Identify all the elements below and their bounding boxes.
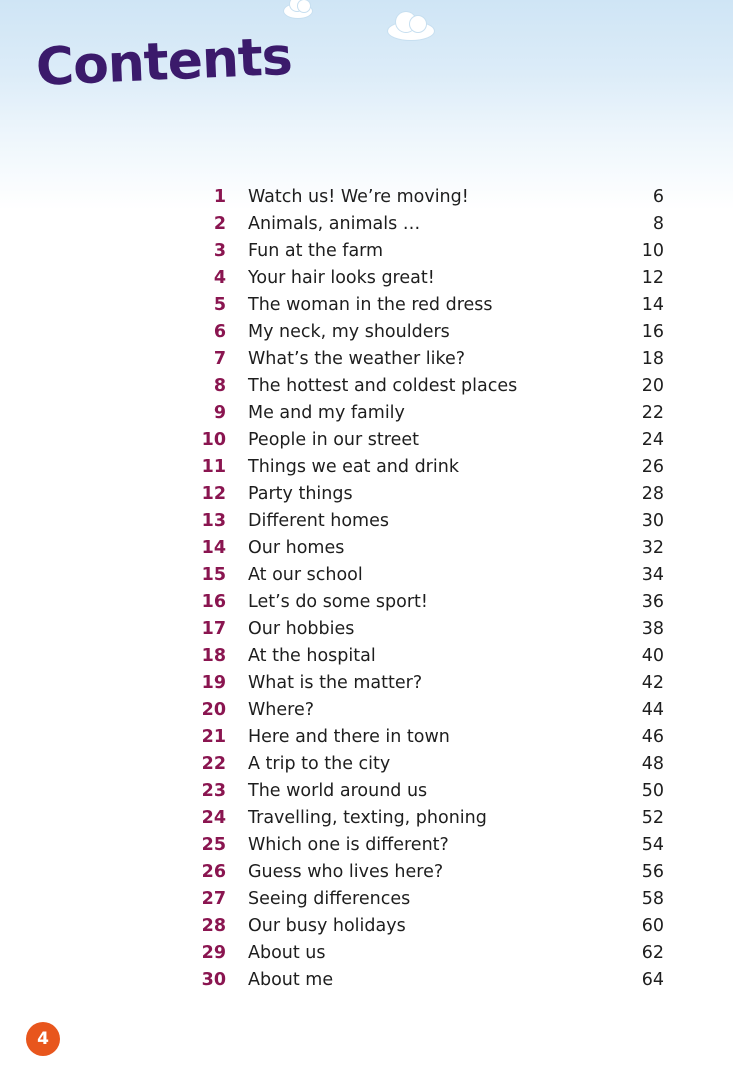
unit-number: 5 [213,295,226,315]
unit-number: 26 [201,862,226,882]
page-number: 26 [641,457,664,477]
unit-number: 15 [201,565,226,585]
unit-title: The woman in the red dress [248,295,493,315]
toc-row[interactable] [200,562,664,589]
unit-title: The hottest and coldest places [248,376,518,396]
unit-number: 28 [201,916,226,936]
page-number: 8 [652,214,664,234]
unit-number: 6 [213,322,226,342]
unit-title: What’s the weather like? [248,349,466,369]
unit-number: 13 [201,511,226,531]
unit-title: Your hair looks great! [248,268,435,288]
page-number: 38 [641,619,664,639]
page-number: 48 [641,754,664,774]
unit-title: Animals, animals … [248,214,421,234]
page-number: 52 [641,808,664,828]
page-number: 36 [641,592,664,612]
unit-title: Party things [248,484,353,504]
unit-number: 1 [213,187,226,207]
page-number: 64 [641,970,664,990]
page-number: 46 [641,727,664,747]
page-number: 18 [641,349,664,369]
toc-row[interactable] [200,832,664,859]
unit-number: 18 [201,646,226,666]
toc-row[interactable] [200,373,664,400]
page-title: Contents [34,26,293,98]
toc-row[interactable] [200,238,664,265]
unit-title: Me and my family [248,403,405,423]
unit-title: The world around us [248,781,428,801]
page-number: 20 [641,376,664,396]
page-number: 32 [641,538,664,558]
toc-row[interactable] [200,643,664,670]
sky-background [0,0,733,210]
toc-row[interactable] [200,508,664,535]
page-number: 24 [641,430,664,450]
cloud-icon [284,4,312,18]
toc-row[interactable] [200,724,664,751]
unit-title: Let’s do some sport! [248,592,428,612]
unit-number: 11 [201,457,226,477]
toc-row[interactable] [200,805,664,832]
page-number: 10 [641,241,664,261]
page-number: 62 [641,943,664,963]
toc-row[interactable] [200,211,664,238]
toc-row[interactable] [200,481,664,508]
page-number: 50 [641,781,664,801]
page-number: 16 [641,322,664,342]
unit-title: My neck, my shoulders [248,322,450,342]
unit-number: 10 [201,430,226,450]
unit-number: 14 [201,538,226,558]
page-number: 30 [641,511,664,531]
unit-number: 12 [201,484,226,504]
toc-row[interactable] [200,697,664,724]
unit-number: 2 [213,214,226,234]
toc-row[interactable] [200,184,664,211]
page-number: 28 [641,484,664,504]
unit-title: At the hospital [248,646,376,666]
table-of-contents [200,184,664,994]
unit-title: Seeing differences [248,889,411,909]
unit-title: About us [248,943,326,963]
unit-number: 20 [201,700,226,720]
unit-title: What is the matter? [248,673,423,693]
unit-title: Things we eat and drink [248,457,459,477]
toc-row[interactable] [200,670,664,697]
unit-number: 19 [201,673,226,693]
unit-title: Our busy holidays [248,916,406,936]
page-number: 54 [641,835,664,855]
unit-title: Where? [248,700,315,720]
unit-number: 22 [201,754,226,774]
page-number: 58 [641,889,664,909]
toc-row[interactable] [200,400,664,427]
toc-row[interactable] [200,859,664,886]
toc-row[interactable] [200,616,664,643]
unit-title: At our school [248,565,363,585]
toc-row[interactable] [200,967,664,994]
toc-row[interactable] [200,346,664,373]
toc-row[interactable] [200,454,664,481]
unit-title: Which one is different? [248,835,449,855]
page-number: 22 [641,403,664,423]
unit-title: Guess who lives here? [248,862,444,882]
page-number: 42 [641,673,664,693]
cloud-icon [388,22,434,40]
unit-number: 30 [201,970,226,990]
unit-title: Different homes [248,511,389,531]
toc-row[interactable] [200,940,664,967]
toc-row[interactable] [200,535,664,562]
unit-title: Our homes [248,538,345,558]
toc-row[interactable] [200,751,664,778]
unit-title: Here and there in town [248,727,450,747]
unit-number: 21 [201,727,226,747]
page-number: 40 [641,646,664,666]
unit-number: 8 [213,376,226,396]
page-number-badge: 4 [26,1022,60,1056]
unit-number: 3 [213,241,226,261]
unit-number: 27 [201,889,226,909]
unit-title: Our hobbies [248,619,355,639]
page-number: 44 [641,700,664,720]
unit-title: Fun at the farm [248,241,384,261]
toc-row[interactable] [200,913,664,940]
page-number: 60 [641,916,664,936]
page-number: 14 [641,295,664,315]
page-number: 6 [652,187,664,207]
page-number: 12 [641,268,664,288]
page-number: 34 [641,565,664,585]
toc-row[interactable] [200,265,664,292]
toc-row[interactable] [200,319,664,346]
unit-number: 25 [201,835,226,855]
unit-number: 16 [201,592,226,612]
toc-row[interactable] [200,886,664,913]
unit-title: Watch us! We’re moving! [248,187,469,207]
unit-title: Travelling, texting, phoning [248,808,487,828]
unit-number: 7 [213,349,226,369]
unit-number: 17 [201,619,226,639]
toc-row[interactable] [200,292,664,319]
toc-row[interactable] [200,589,664,616]
page-number: 56 [641,862,664,882]
unit-title: About me [248,970,334,990]
unit-number: 23 [201,781,226,801]
unit-number: 9 [213,403,226,423]
unit-title: A trip to the city [248,754,391,774]
toc-row[interactable] [200,427,664,454]
unit-title: People in our street [248,430,419,450]
unit-number: 29 [201,943,226,963]
unit-number: 24 [201,808,226,828]
unit-number: 4 [213,268,226,288]
toc-row[interactable] [200,778,664,805]
